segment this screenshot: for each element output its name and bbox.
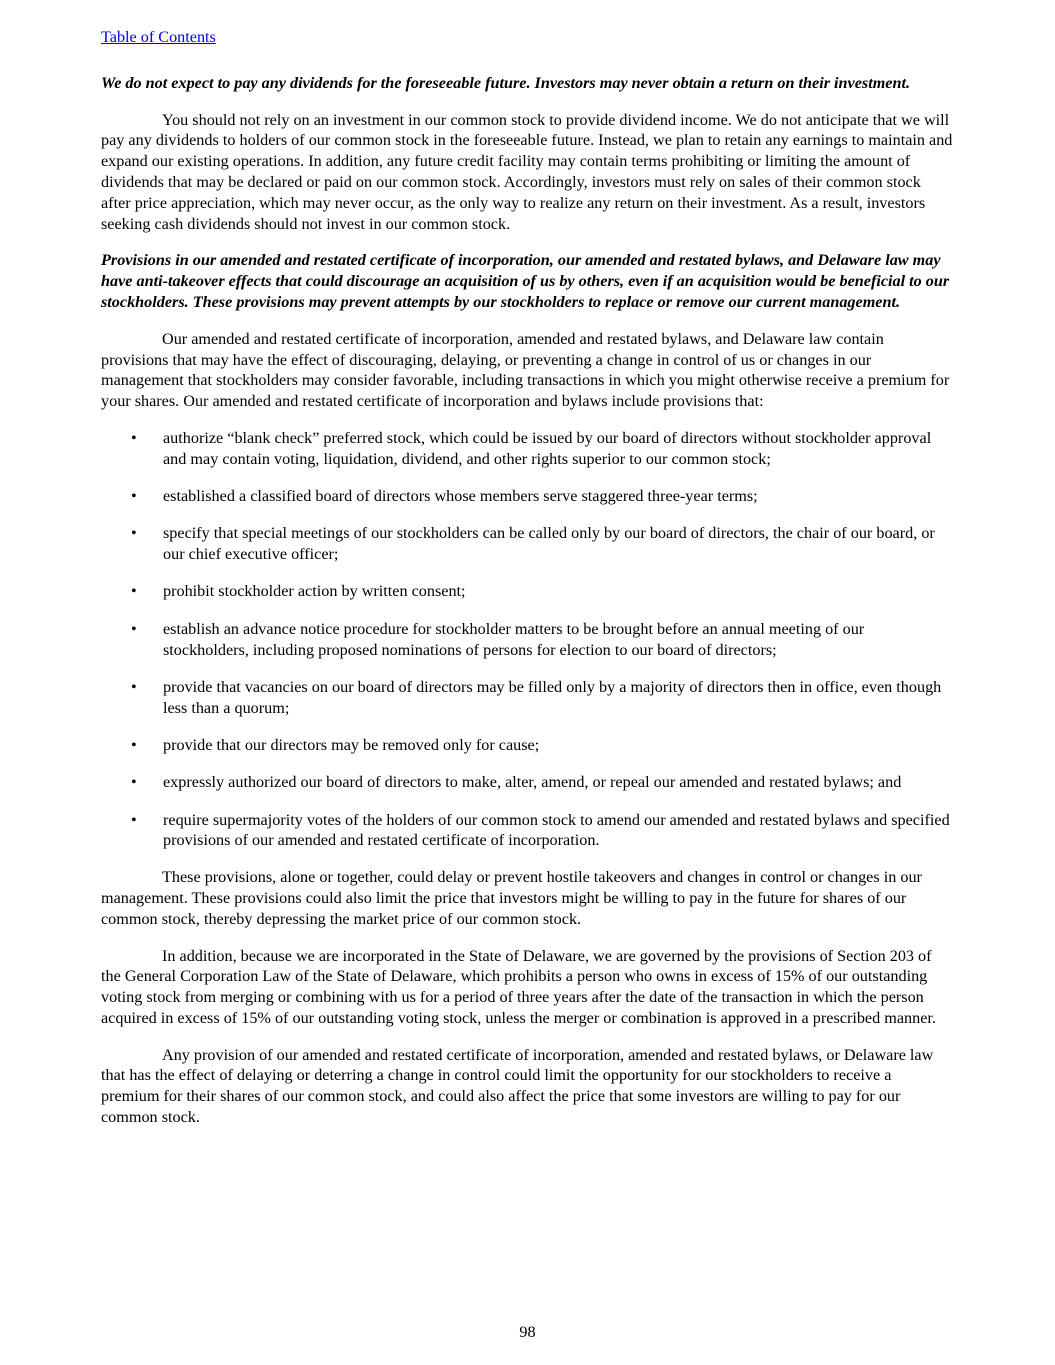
list-item bbox=[101, 581, 953, 602]
bullet-icon: • bbox=[131, 735, 137, 754]
document-page bbox=[101, 27, 953, 1144]
bullet-icon: • bbox=[131, 677, 137, 696]
bullet-icon: • bbox=[131, 773, 137, 792]
list-item bbox=[101, 772, 953, 793]
dividends-risk-section bbox=[101, 73, 953, 235]
page-number: 98 bbox=[519, 1323, 536, 1341]
list-item bbox=[101, 523, 953, 565]
bullet-icon: • bbox=[131, 524, 137, 543]
list-item bbox=[101, 677, 953, 719]
list-item-text: specify that special meetings of our stockholders can be called only by our board of directors, the chair of our board, or our chief executive officer; bbox=[163, 524, 935, 564]
bullet-icon: • bbox=[131, 810, 137, 829]
bullet-icon: • bbox=[131, 487, 137, 506]
body-paragraph: In addition, because we are incorporated in the State of Delaware, we are governed by the provisions of Section 203 of the General Corporation Law of the State of Delaware, which prohibits a person who owns in excess of 15% of our outstanding voting stock from merging or combining with us for a period of three years after the date of the transaction in which the person acquired in excess of 15% of our outstanding voting stock, unless the merger or combination is approved in a prescribed manner. bbox=[101, 946, 936, 1027]
list-item bbox=[101, 735, 953, 756]
list-item-text: provide that vacancies on our board of directors may be filled only by a majority of directors then in office, even though less than a quorum; bbox=[163, 677, 942, 717]
list-item-text: establish an advance notice procedure for stockholder matters to be brought before an annual meeting of our stockholders, including proposed nominations of persons for election to our board of directors; bbox=[163, 619, 865, 659]
list-item-text: prohibit stockholder action by written consent; bbox=[163, 582, 466, 601]
body-paragraph: You should not rely on an investment in our common stock to provide dividend income. We do not anticipate that we will pay any dividends to holders of our common stock in the foreseeable future. Instead, we plan to retain any earnings to maintain and expand our existing operations. In addition, any future credit facility may contain terms prohibiting or limiting the amount of dividends that may be declared or paid on our common stock. Accordingly, investors must rely on sales of their common stock after price appreciation, which may never occur, as the only way to realize any return on their investment. As a result, investors seeking cash dividends should not invest in our common stock. bbox=[101, 110, 953, 233]
list-item-text: provide that our directors may be removed only for cause; bbox=[163, 735, 540, 754]
section-heading: We do not expect to pay any dividends for the foreseeable future. Investors may never obtain a return on their investment. bbox=[101, 73, 911, 92]
bullet-icon: • bbox=[131, 619, 137, 638]
list-item bbox=[101, 428, 953, 470]
intro-paragraph: Our amended and restated certificate of incorporation, amended and restated bylaws, and Delaware law contain provisions that may have the effect of discouraging, delaying, or preventing a change in control of us or changes in our management that stockholders may consider favorable, including transactions in which you might otherwise receive a premium for your shares. Our amended and restated certificate of incorporation and bylaws include provisions that: bbox=[101, 329, 950, 411]
list-item-text: established a classified board of directors whose members serve staggered three-year terms; bbox=[163, 487, 758, 506]
bullet-icon: • bbox=[131, 428, 137, 447]
list-item-text: authorize “blank check” preferred stock, which could be issued by our board of directors without stockholder approval and may contain voting, liquidation, dividend, and other rights superior to our common stock; bbox=[163, 428, 932, 468]
list-item bbox=[101, 810, 953, 852]
body-paragraph: These provisions, alone or together, could delay or prevent hostile takeovers and changes in control or changes in our management. These provisions could also limit the price that investors might be willing to pay in the future for shares of our common stock, thereby depressing the market price of our common stock. bbox=[101, 868, 922, 928]
list-item bbox=[101, 486, 953, 507]
bullet-icon: • bbox=[131, 582, 137, 601]
provisions-list bbox=[101, 428, 953, 851]
anti-takeover-risk-section bbox=[101, 250, 953, 1128]
list-item-text: expressly authorized our board of directors to make, alter, amend, or repeal our amended and restated bylaws; and bbox=[163, 773, 902, 792]
table-of-contents-link[interactable]: Table of Contents bbox=[101, 28, 216, 46]
body-paragraph: Any provision of our amended and restated certificate of incorporation, amended and restated bylaws, or Delaware law that has the effect of delaying or deterring a change in control could limit the opportunity for our stockholders to receive a premium for their shares of our common stock, and could also affect the price that some investors are willing to pay for our common stock. bbox=[101, 1045, 934, 1127]
list-item bbox=[101, 619, 953, 661]
list-item-text: require supermajority votes of the holders of our common stock to amend our amended and restated bylaws and specified provisions of our amended and restated certificate of incorporation. bbox=[163, 810, 950, 850]
section-heading: Provisions in our amended and restated certificate of incorporation, our amended and restated bylaws, and Delaware law may have anti-takeover effects that could discourage an acquisition of us by others, even if an acquisition would be beneficial to our stockholders. These provisions may prevent attempts by our stockholders to replace or remove our current management. bbox=[101, 251, 950, 311]
